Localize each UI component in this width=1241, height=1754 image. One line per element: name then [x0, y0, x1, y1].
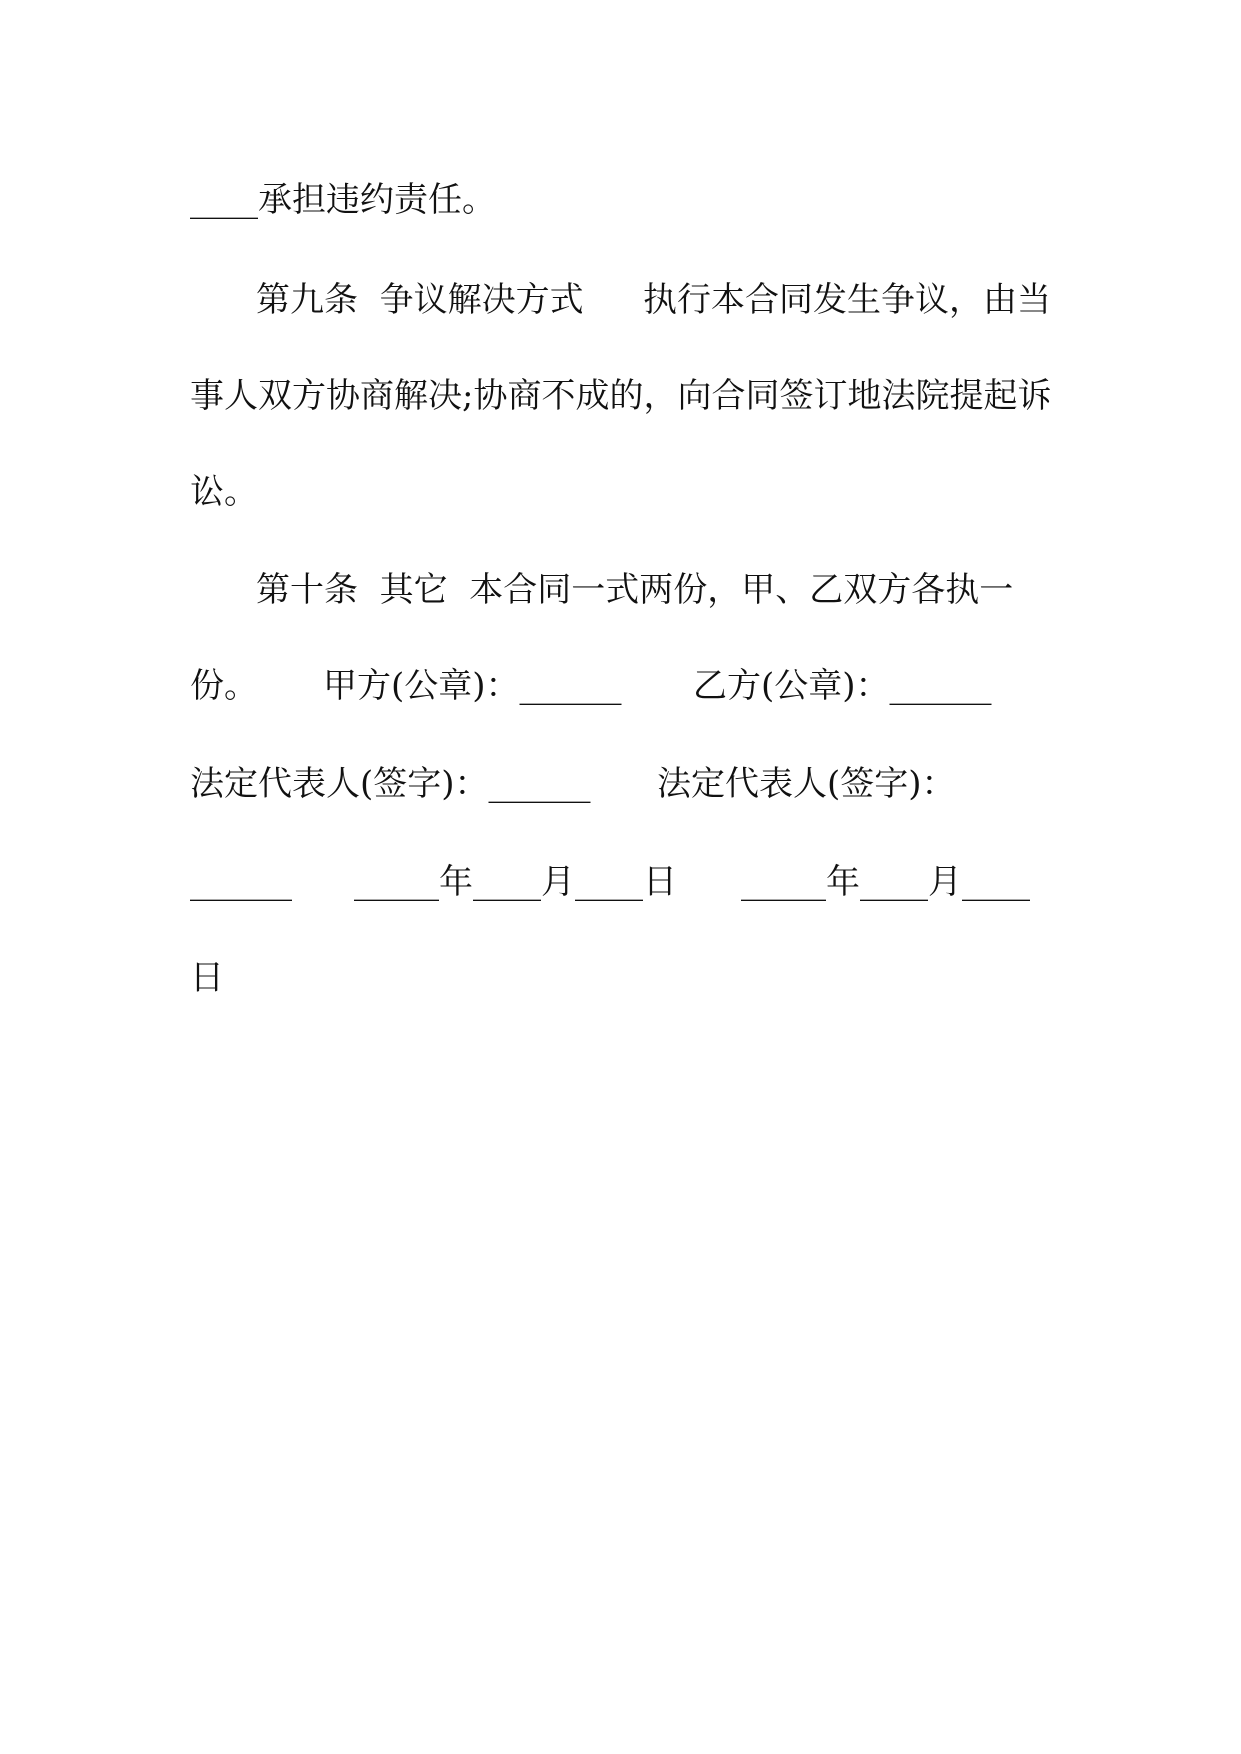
text-line: 份。 — [190, 666, 258, 706]
text-line: 事人双方协商解决;协商不成的，向合同签订地法院提起诉 — [190, 376, 1052, 416]
party-b-representative-field: 法定代表人(签字)： — [657, 764, 956, 804]
article-9-heading: 第九条 争议解决方式 — [256, 280, 584, 320]
text-line: 讼。 — [190, 472, 258, 512]
text-line: ____承担违约责任。 — [190, 180, 496, 220]
party-b-date-field: _____年____月____ — [741, 862, 1030, 902]
text-line: 执行本合同发生争议，由当 — [643, 280, 1051, 320]
article-10-heading: 第十条 其它 本合同一式两份，甲、乙双方各执一 — [256, 570, 1014, 610]
party-b-seal-field: 乙方(公章)：______ — [693, 666, 992, 706]
signature-blank: ______ — [190, 862, 292, 902]
party-a-date-field: _____年____月____日 — [354, 862, 677, 902]
text-line: 日 — [190, 958, 224, 998]
party-a-seal-field: 甲方(公章)：______ — [323, 666, 622, 706]
party-a-representative-field: 法定代表人(签字)：______ — [190, 764, 591, 804]
